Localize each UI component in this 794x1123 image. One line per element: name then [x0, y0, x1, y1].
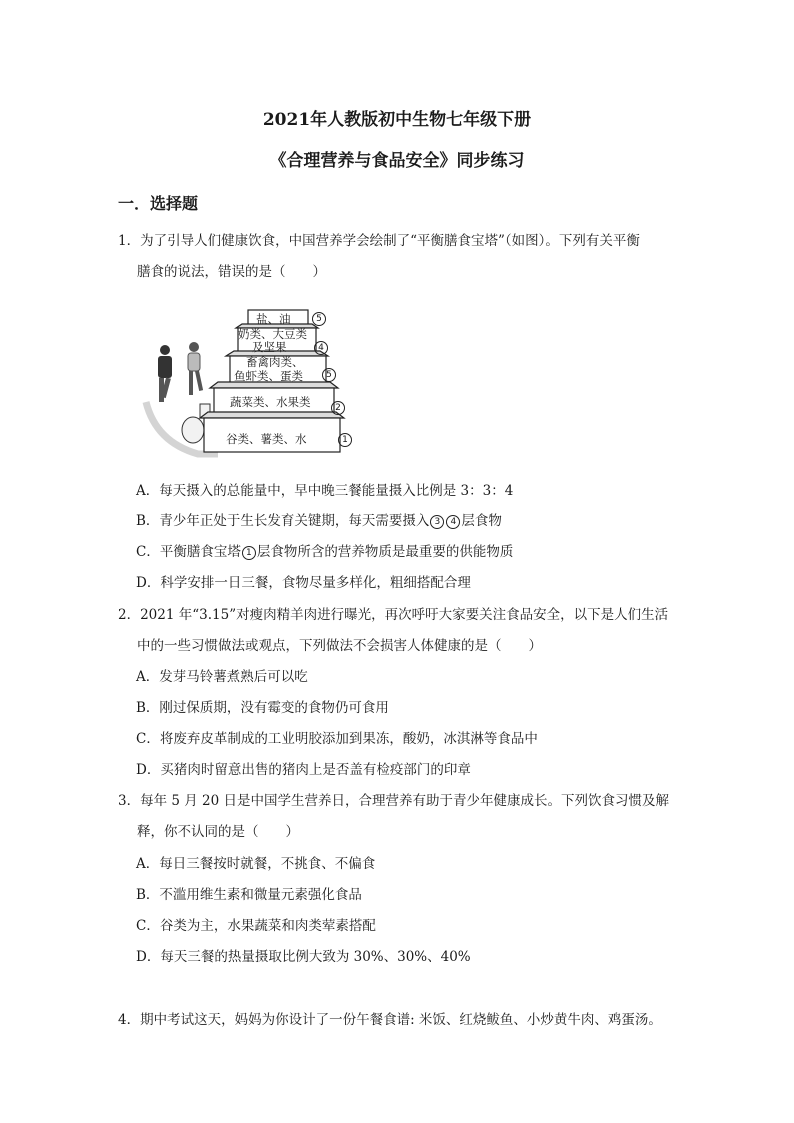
document-title: 2021年人教版初中生物七年级下册	[262, 110, 532, 130]
question-1-option-b: B．青少年正处于生长发育关键期，每天需要摄入 3 4 层食物	[136, 513, 502, 529]
document-subtitle: 《合理营养与食品安全》同步练习	[269, 151, 525, 171]
pyramid-level-5-number: 5	[312, 312, 326, 326]
pyramid-level-3-label-a: 畜禽肉类、	[246, 355, 304, 369]
question-3-line-2: 释，你不认同的是（ ）	[137, 824, 299, 840]
food-pyramid-figure	[138, 292, 368, 462]
question-2-line-1: 2．2021 年“3.15”对瘦肉精羊肉进行曝光，再次呼吁大家要关注食品安全，以下是人们生活	[118, 607, 669, 623]
pyramid-level-4-label-b: 及坚果	[252, 340, 287, 354]
question-3-line-1: 3．每年 5 月 20 日是中国学生营养日，合理营养有助于青少年健康成长。下列饮食习惯及解	[118, 793, 670, 809]
pyramid-level-2-number: 2	[331, 401, 345, 415]
runner-woman-icon	[188, 342, 203, 395]
question-1-option-c: C．平衡膳食宝塔 1 层食物所含的营养物质是最重要的供能物质	[136, 544, 514, 560]
runner-man-icon	[158, 345, 172, 402]
question-1-line-2: 膳食的说法，错误的是（ ）	[137, 264, 326, 280]
section-heading: 一．选择题	[118, 194, 199, 213]
question-4-line-1: 4．期中考试这天，妈妈为你设计了一份午餐食谱: 米饭、红烧鲅鱼、小炒黄牛肉、鸡蛋汤。	[118, 1012, 662, 1028]
pyramid-level-1-number: 1	[338, 433, 352, 447]
pyramid-level-4-label-a: 奶类、大豆类	[238, 327, 307, 341]
question-1-option-d: D．科学安排一日三餐，食物尽量多样化，粗细搭配合理	[136, 575, 471, 591]
pyramid-level-2-label: 蔬菜类、水果类	[230, 395, 311, 409]
question-2-option-a: A．发芽马铃薯煮熟后可以吃	[136, 669, 308, 685]
question-3-option-c: C．谷类为主，水果蔬菜和肉类荤素搭配	[136, 918, 376, 934]
question-3-option-a: A．每日三餐按时就餐，不挑食、不偏食	[136, 856, 376, 872]
question-2-option-b: B．刚过保质期，没有霉变的食物仍可食用	[136, 700, 389, 716]
question-2-line-2: 中的一些习惯做法或观点，下列做法不会损害人体健康的是（ ）	[137, 638, 542, 654]
question-3-option-d: D．每天三餐的热量摄取比例大致为 30%、30%、40%	[136, 949, 471, 965]
question-2-option-d: D．买猪肉时留意出售的猪肉上是否盖有检疫部门的印章	[136, 762, 471, 778]
pyramid-level-1-label: 谷类、薯类、水	[226, 432, 307, 446]
question-1-line-1: 1．为了引导人们健康饮食，中国营养学会绘制了“平衡膳食宝塔”（如图）。下列有关平衡	[118, 233, 640, 249]
pyramid-level-5-label: 盐、油	[256, 312, 291, 326]
pyramid-level-3-number: 5	[322, 368, 336, 382]
pyramid-level-4-number: 4	[314, 341, 328, 355]
question-2-option-c: C．将废弃皮革制成的工业明胶添加到果冻，酸奶，冰淇淋等食品中	[136, 731, 538, 747]
question-3-option-b: B．不滥用维生素和微量元素强化食品	[136, 887, 362, 903]
pyramid-level-3-label-b: 鱼虾类、蛋类	[234, 369, 303, 383]
question-1-option-a: A．每天摄入的总能量中，早中晚三餐能量摄入比例是 3：3：4	[136, 483, 514, 499]
